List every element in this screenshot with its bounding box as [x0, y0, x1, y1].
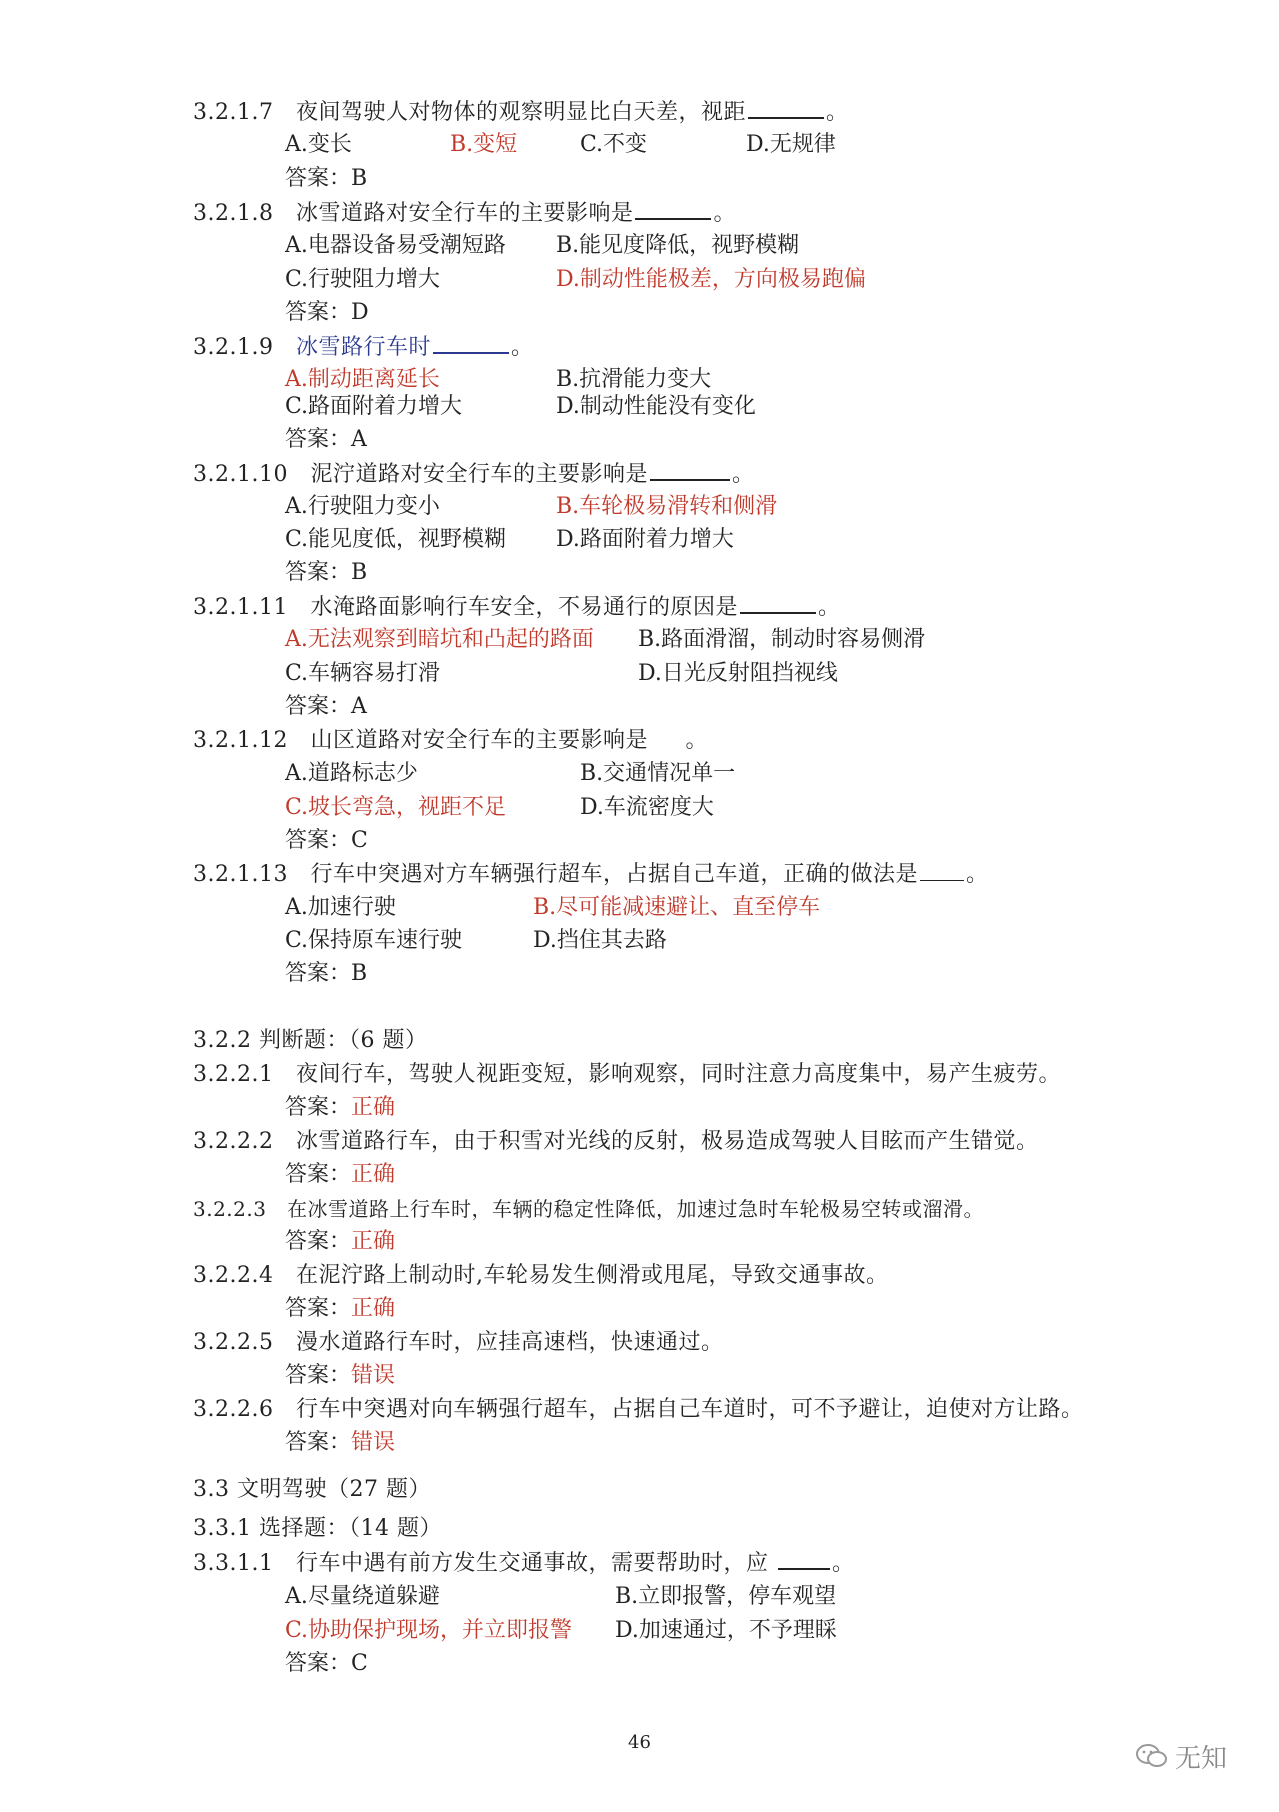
- answer-value: 正确: [351, 1296, 396, 1321]
- question-number: 3.2.2.1: [193, 1062, 274, 1087]
- option-c-correct: C.坡长弯急，视距不足: [285, 795, 507, 820]
- answer-label: 答案：: [285, 1229, 352, 1254]
- answer-line: [285, 1361, 395, 1391]
- question-text: 冰雪道路对安全行车的主要影响是: [295, 201, 634, 226]
- answer-label: 答案：: [285, 1430, 352, 1455]
- question-end: 。: [685, 728, 708, 753]
- answer-value: 正确: [351, 1162, 396, 1187]
- section-heading-33: 3.3 文明驾驶（27 题）: [193, 1477, 431, 1502]
- option-b: B.立即报警，停车观望: [615, 1584, 837, 1609]
- question-end: 。: [965, 862, 989, 887]
- option-d: D.无规律: [746, 132, 836, 157]
- question-number: 3.2.1.10: [193, 462, 288, 487]
- question-number: 3.2.1.7: [193, 100, 274, 125]
- answer-blank: [635, 198, 711, 220]
- option-a-correct: A.制动距离延长: [285, 367, 440, 392]
- option-b-correct: B.变短: [450, 132, 518, 157]
- answer-blank: [740, 592, 816, 614]
- question-text: 水淹路面影响行车安全，不易通行的原因是: [310, 595, 738, 620]
- answer-label: 答案：: [285, 1296, 352, 1321]
- judgement-3224: [193, 1261, 888, 1291]
- option-a: A.道路标志少: [285, 761, 418, 786]
- judgement-3225: [193, 1328, 723, 1358]
- question-end: 。: [817, 595, 841, 620]
- option-d-correct: D.制动性能极差，方向极易跑偏: [556, 267, 866, 292]
- question-32110: [193, 459, 754, 490]
- question-text: 冰雪路行车时: [295, 335, 431, 360]
- question-number: 3.2.1.8: [193, 201, 274, 226]
- option-b: B.能见度降低，视野模糊: [556, 233, 800, 258]
- question-text: 行车中突遇对向车辆强行超车，占据自己车道时，可不予避让，迫使对方让路。: [295, 1397, 1084, 1422]
- question-number: 3.2.2.2: [193, 1129, 274, 1154]
- option-c: C.路面附着力增大: [285, 394, 463, 419]
- option-a: A.电器设备易受潮短路: [285, 233, 506, 258]
- answer-value: 正确: [351, 1095, 396, 1120]
- question-number: 3.2.2.6: [193, 1397, 274, 1422]
- option-d: D.车流密度大: [580, 795, 714, 820]
- option-b-correct: B.车轮极易滑转和侧滑: [556, 494, 778, 519]
- judgement-3226: [193, 1395, 1083, 1425]
- question-text: 在冰雪道路上行车时，车辆的稳定性降低，加速过急时车轮极易空转或溜滑。: [287, 1197, 985, 1221]
- answer-line: 答案：B: [285, 166, 368, 191]
- option-a: A.变长: [285, 132, 352, 157]
- answer-label: 答案：: [285, 1162, 352, 1187]
- option-c: C.能见度低，视野模糊: [285, 527, 507, 552]
- option-a: A.行驶阻力变小: [285, 494, 440, 519]
- page-number: 46: [628, 1732, 651, 1753]
- option-c-correct: C.协助保护现场，并立即报警: [285, 1618, 573, 1643]
- option-c: C.车辆容易打滑: [285, 661, 441, 686]
- question-number: 3.2.2.4: [193, 1263, 274, 1288]
- answer-line: [285, 1160, 395, 1190]
- answer-line: 答案：C: [285, 1651, 368, 1676]
- question-text: 泥泞道路对安全行车的主要影响是: [310, 462, 648, 487]
- answer-line: 答案：B: [285, 961, 368, 986]
- answer-line: 答案：D: [285, 300, 369, 325]
- question-text: 行车中遇有前方发生交通事故，需要帮助时，应: [295, 1551, 769, 1576]
- question-text: 夜间驾驶人对物体的观察明显比白天差，视距: [295, 100, 746, 125]
- question-number: 3.2.2.3: [193, 1197, 267, 1221]
- option-d: D.日光反射阻挡视线: [638, 661, 838, 686]
- option-d: D.加速通过，不予理睬: [615, 1618, 837, 1643]
- question-end: 。: [825, 100, 849, 125]
- question-text: 漫水道路行车时，应挂高速档，快速通过。: [295, 1330, 724, 1355]
- option-a: A.尽量绕道躲避: [285, 1584, 440, 1609]
- option-c: C.不变: [580, 132, 648, 157]
- judgement-3222: [193, 1127, 1038, 1157]
- question-text: 在泥泞路上制动时,车轮易发生侧滑或甩尾，导致交通事故。: [295, 1263, 889, 1288]
- answer-blank: [433, 332, 509, 354]
- question-end: 。: [713, 201, 736, 226]
- wechat-icon: [1135, 1742, 1169, 1770]
- section-heading-331: 3.3.1 选择题：（14 题）: [193, 1516, 442, 1541]
- answer-line: 答案：B: [285, 560, 368, 585]
- answer-blank: [748, 97, 824, 119]
- option-b-correct: B.尽可能减速避让、直至停车: [533, 895, 821, 920]
- question-3219: [193, 332, 533, 363]
- question-end: 。: [510, 335, 534, 360]
- option-d: D.挡住其去路: [533, 928, 667, 953]
- question-text: 行车中突遇对方车辆强行超车，占据自己车道，正确的做法是: [310, 862, 918, 887]
- question-number: 3.2.1.9: [193, 335, 274, 360]
- answer-line: [285, 1428, 395, 1458]
- question-32113: [193, 860, 988, 890]
- watermark: [1135, 1736, 1275, 1776]
- option-c: C.行驶阻力增大: [285, 267, 441, 292]
- answer-label: 答案：: [285, 1363, 352, 1388]
- question-end: 。: [731, 462, 755, 487]
- answer-blank: [650, 459, 730, 481]
- answer-line: [285, 1093, 395, 1123]
- question-3311: [193, 1548, 854, 1579]
- question-number: 3.2.1.11: [193, 595, 288, 620]
- answer-line: [285, 1227, 395, 1257]
- question-text: 夜间行车，驾驶人视距变短，影响观察，同时注意力高度集中，易产生疲劳。: [295, 1062, 1061, 1087]
- question-3217: [193, 97, 848, 128]
- answer-line: 答案：A: [285, 427, 367, 452]
- answer-value: 错误: [351, 1430, 396, 1455]
- option-b: B.抗滑能力变大: [556, 367, 712, 392]
- judgement-3221: [193, 1060, 1061, 1090]
- question-number: 3.2.1.12: [193, 728, 288, 753]
- answer-line: [285, 1294, 395, 1324]
- answer-blank: [920, 860, 964, 881]
- answer-value: 错误: [351, 1363, 396, 1388]
- question-3218: [193, 198, 736, 229]
- answer-line: 答案：A: [285, 694, 367, 719]
- option-a: A.加速行驶: [285, 895, 396, 920]
- answer-label: 答案：: [285, 1095, 352, 1120]
- option-c: C.保持原车速行驶: [285, 928, 463, 953]
- answer-blank: [778, 1548, 830, 1570]
- option-b: B.交通情况单一: [580, 761, 736, 786]
- option-a-correct: A.无法观察到暗坑和凸起的路面: [285, 627, 594, 652]
- question-end: 。: [831, 1551, 855, 1576]
- question-32112: [193, 726, 708, 756]
- question-32111: [193, 592, 840, 623]
- answer-line: 答案：C: [285, 828, 368, 853]
- answer-value: 正确: [351, 1229, 396, 1254]
- option-d: D.路面附着力增大: [556, 527, 734, 552]
- option-d: D.制动性能没有变化: [556, 394, 756, 419]
- question-text: 冰雪道路行车，由于积雪对光线的反射，极易造成驾驶人目眩而产生错觉。: [295, 1129, 1039, 1154]
- question-number: 3.3.1.1: [193, 1551, 274, 1576]
- question-text: 山区道路对安全行车的主要影响是: [310, 728, 648, 753]
- judgement-3223: [193, 1194, 984, 1224]
- question-number: 3.2.1.13: [193, 862, 288, 887]
- option-b: B.路面滑溜，制动时容易侧滑: [638, 627, 926, 652]
- watermark-text: 无知: [1175, 1743, 1228, 1774]
- section-heading-322: 3.2.2 判断题：（6 题）: [193, 1028, 428, 1053]
- question-number: 3.2.2.5: [193, 1330, 274, 1355]
